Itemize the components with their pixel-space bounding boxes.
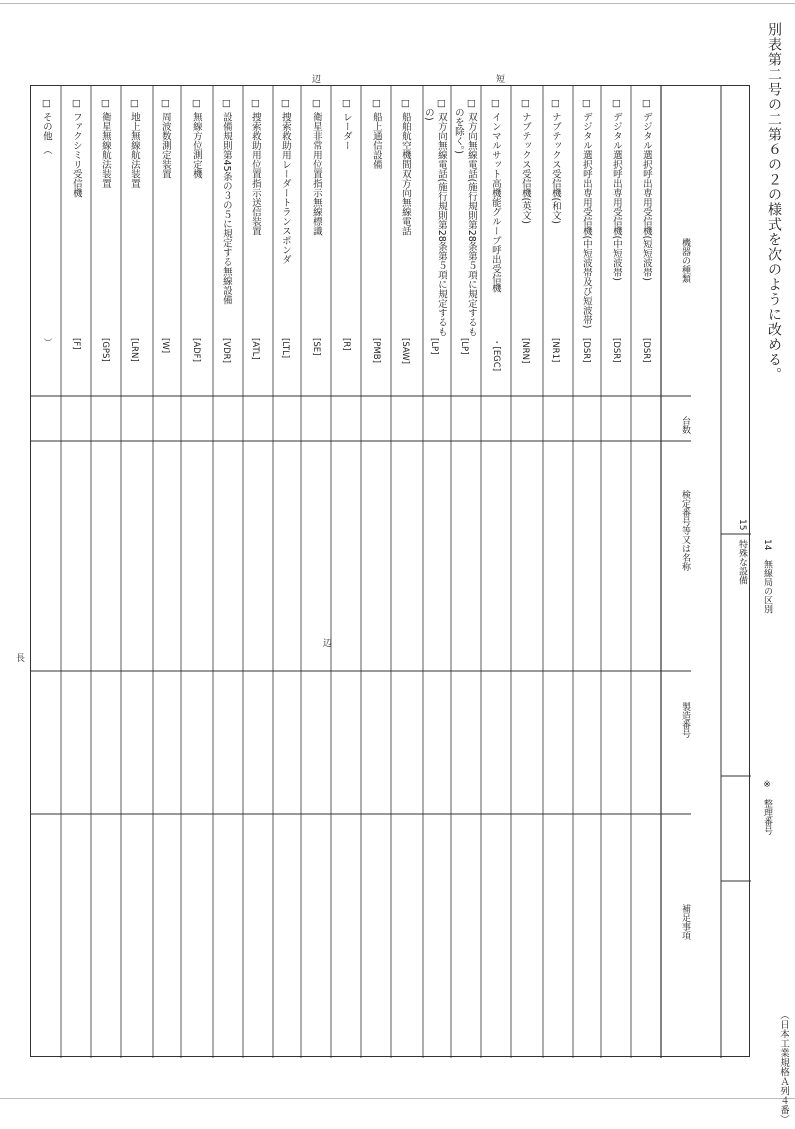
equipment-row-code: [DSR] (641, 338, 651, 363)
page-caption: 別表第二号の二第６の２の様式を次のように改める。 (766, 22, 782, 382)
equipment-row-label: □ 捜索救助用レーダートランスポンダ (279, 98, 291, 265)
equipment-row-label: □ 衛星無線航法装置 (99, 98, 111, 189)
equipment-row-code: [R] (341, 338, 351, 351)
equipment-row-code: ） (42, 338, 52, 347)
paper-size-note: （日本工業規格Ａ列４番） (778, 1010, 789, 1124)
equipment-row-label: □ 船上通信設備 (370, 98, 382, 170)
equipment-row-code: [DSR] (611, 338, 621, 363)
equipment-row-code: [LP] (429, 338, 439, 355)
header-notes: 補足事項 (680, 904, 690, 940)
equipment-row-label: □ 捜索救助用位置指示送信装置 (249, 98, 261, 236)
equipment-row-code: [LTL] (280, 338, 290, 359)
equipment-row-code: [PMB] (371, 338, 381, 363)
equipment-row-code: [VDR] (221, 338, 231, 363)
equipment-row-label: □ 無線方位測定機 (190, 98, 202, 179)
equipment-row-code: ・[EGC] (491, 338, 501, 372)
equipment-row-code: [NR1] (550, 338, 560, 363)
header-equipment-type: 機器の種類 (680, 238, 690, 283)
equipment-row-label: □ 船舶航空機間双方向無線電話 (399, 98, 411, 236)
equipment-row-code: [DSR] (581, 338, 591, 363)
equipment-row-label: □ ファクシミリ受信機 (70, 98, 82, 198)
equipment-row-label-cont: の) (422, 98, 434, 121)
edge-label-bottom: 長 (16, 654, 26, 664)
equipment-row-code: [SAW] (400, 338, 410, 364)
edge-label-top-right: 短 (496, 75, 506, 85)
equipment-row-label: □ デジタル選択呼出専用受信機(中短波帯) (610, 98, 622, 281)
edge-label-middle: 辺 (323, 639, 333, 649)
equipment-row-label: □ デジタル選択呼出専用受信機(中短波帯及び短波帯) (580, 98, 592, 329)
equipment-row-label: □ デジタル選択呼出専用受信機(短短波帯) (640, 98, 652, 281)
equipment-row-label-cont: のを除く。) (452, 98, 464, 154)
special-equipment-form (30, 85, 772, 1057)
equipment-row-code: [W] (160, 338, 170, 354)
header-serial-number: 製造番号 (680, 702, 690, 738)
equipment-row-code: [LRN] (129, 338, 139, 362)
equipment-row-label: □ インマルサット高機能グループ呼出受信機 (489, 98, 501, 293)
equipment-row-code: [ATL] (250, 338, 260, 360)
equipment-row-label: □ その他 （ (40, 98, 52, 155)
station-class-label: 14 無線局の区別 (762, 539, 772, 614)
equipment-row-code: [LP] (459, 338, 469, 355)
equipment-row-label: □ 双方向無線電話(施行規則第28条第５項に規定するも (465, 98, 477, 337)
equipment-row-code: [SE] (311, 338, 321, 356)
equipment-row-label: □ 双方向無線電話(施行規則第28条第５項に規定するも (435, 98, 447, 337)
equipment-row-label: □ ナブテックス受信機(英文) (519, 98, 531, 224)
equipment-row-code: [ADF] (191, 338, 201, 362)
equipment-row-label: □ 設備規則第45条の３の５に規定する無線設備 (220, 98, 232, 305)
edge-label-top-left: 辺 (312, 75, 322, 85)
equipment-row-code: [F] (71, 338, 81, 350)
equipment-row-label: □ 地上無線航法装置 (128, 98, 140, 189)
header-cert-number: 検定番号等又は名称 (680, 490, 690, 571)
special-equipment-label: 15 特殊な設備 (737, 519, 747, 585)
equipment-row-label: □ 衛星非常用位置指示無線標識 (310, 98, 322, 236)
equipment-row-label: □ レーダー (340, 98, 352, 151)
equipment-row-label: □ 周波数測定装置 (159, 98, 171, 179)
equipment-row-label: □ ナブテックス受信機(和文) (549, 98, 561, 224)
equipment-row-code: [GPS] (100, 338, 110, 362)
equipment-row-code: [NRN] (520, 338, 530, 364)
ref-number-label: ※ 整理番号 (762, 780, 772, 835)
header-count: 台数 (680, 416, 690, 434)
